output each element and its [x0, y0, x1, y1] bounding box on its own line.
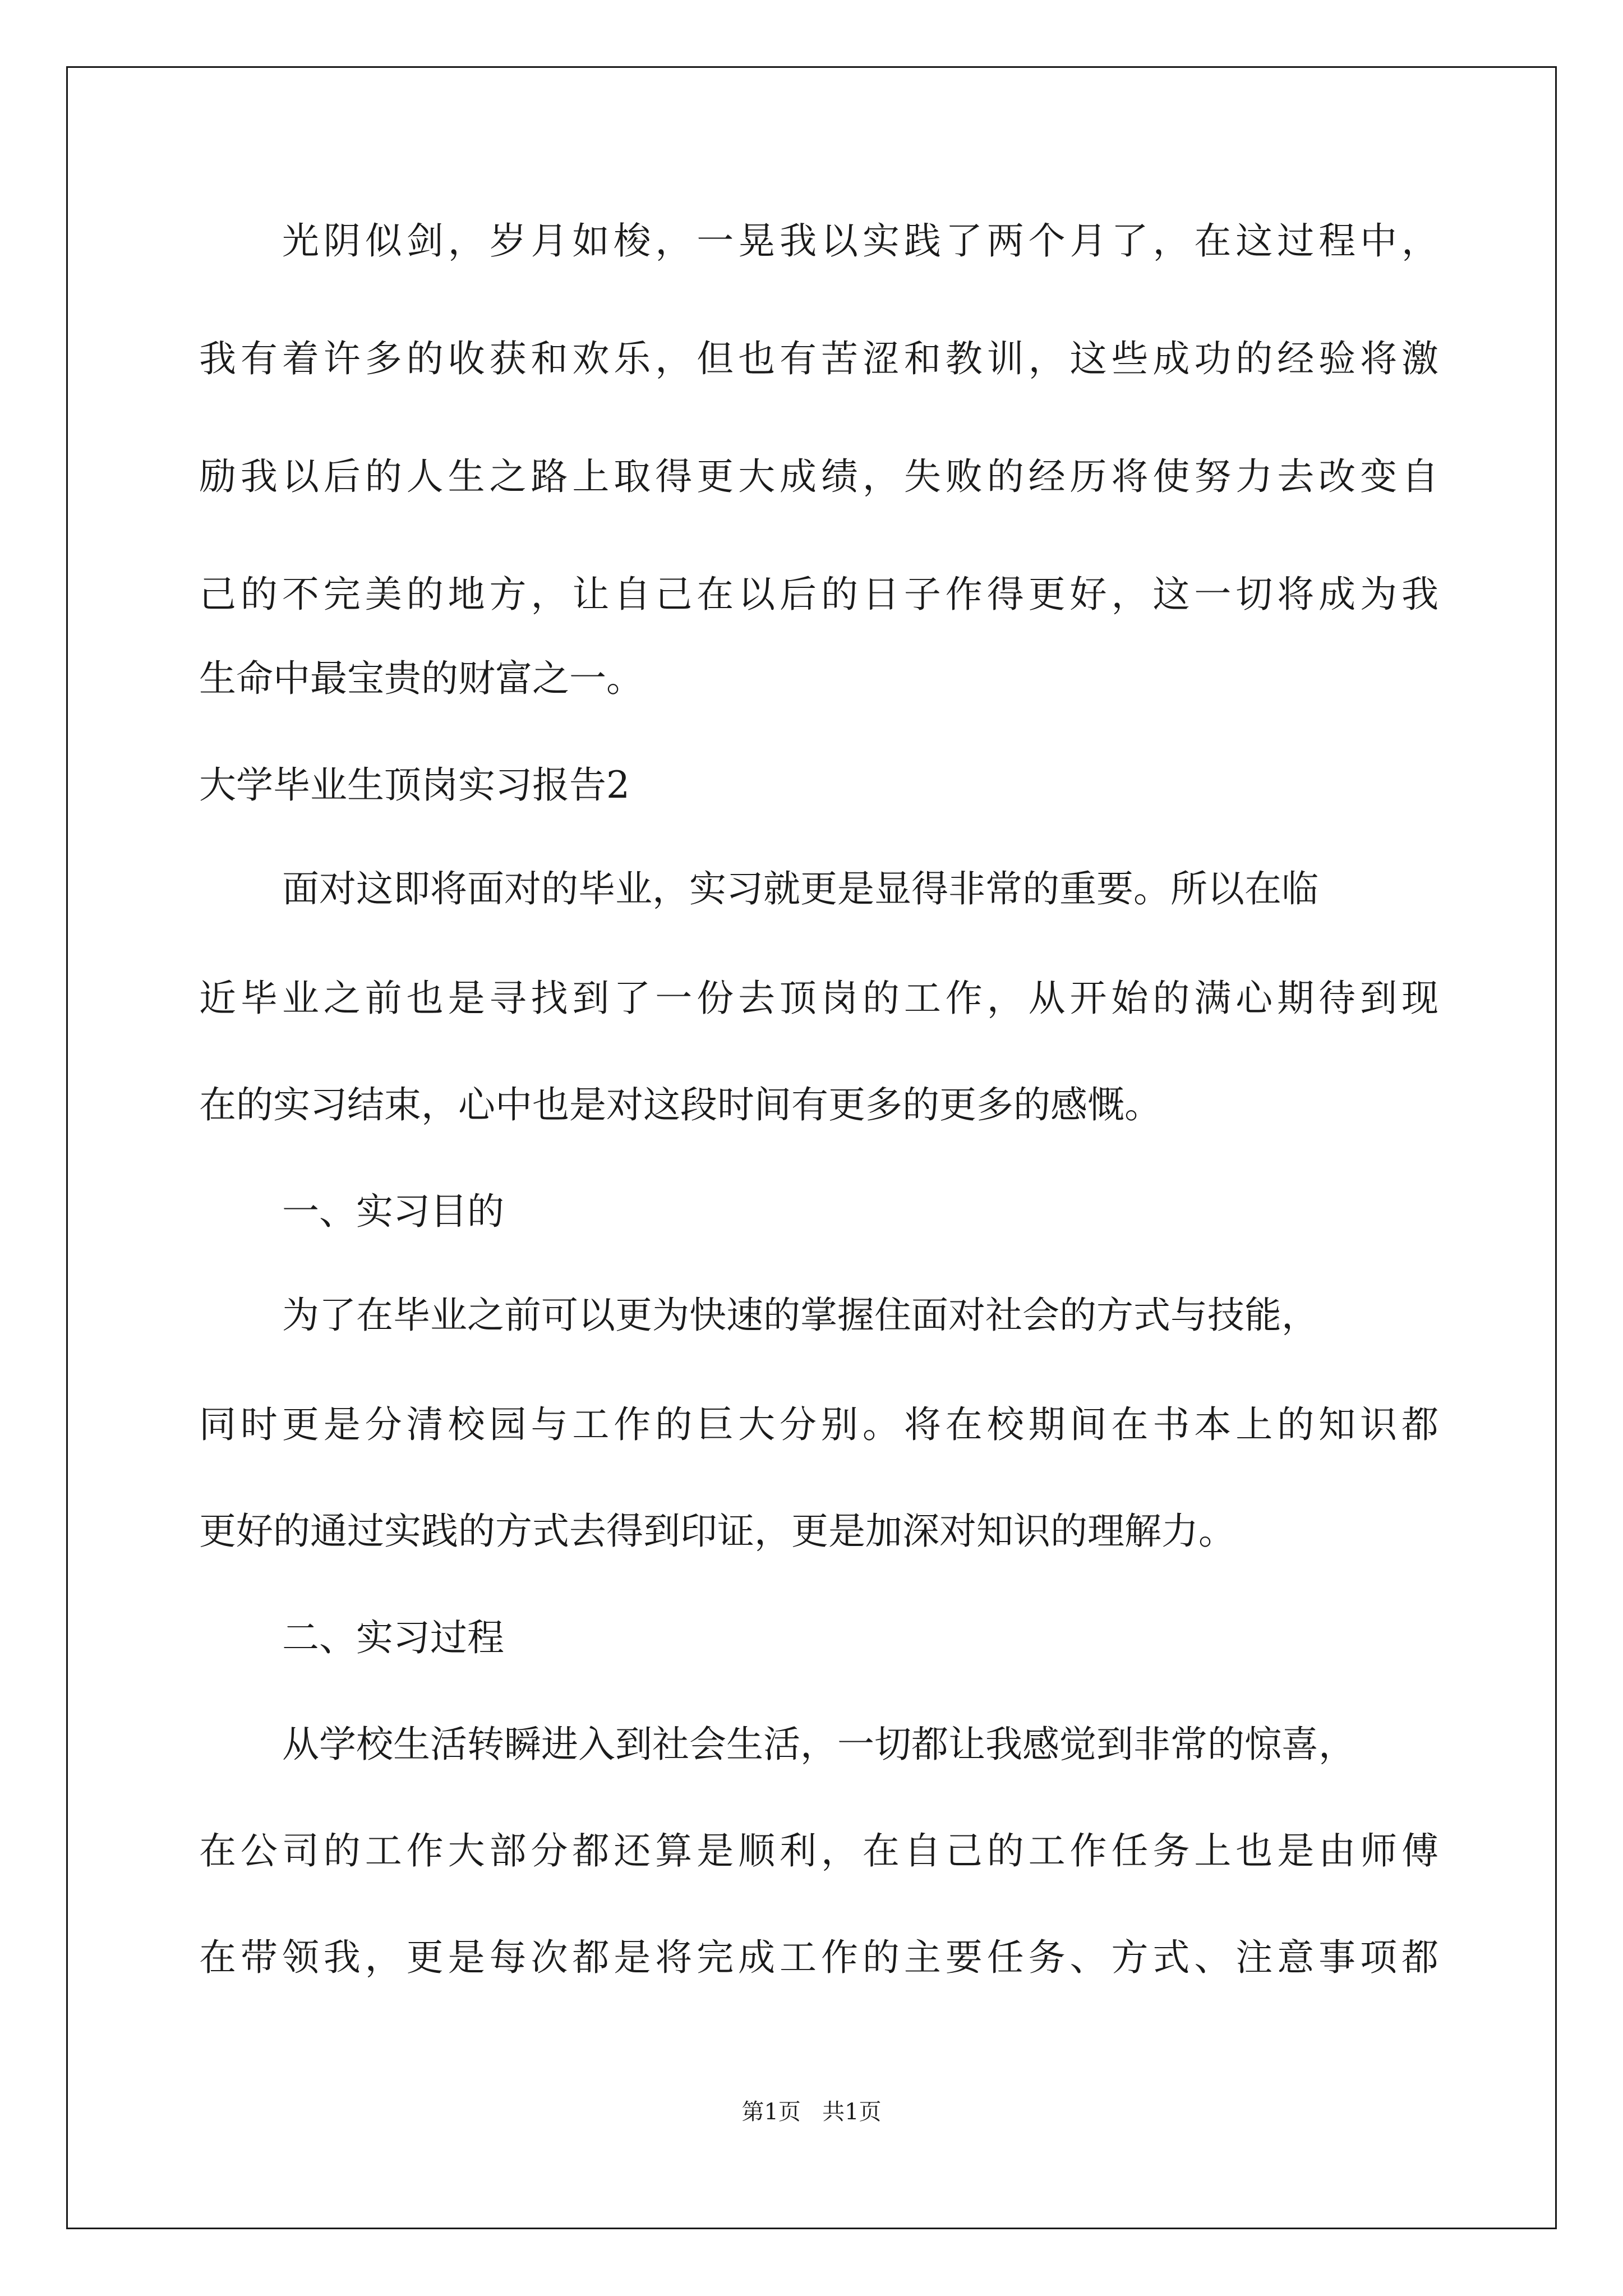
page-footer — [0, 2098, 1623, 2126]
page-number-total: 共1页 — [822, 2099, 882, 2125]
subheading: 一、实习目的 — [282, 1190, 504, 1233]
page-number-current: 第1页 — [741, 2099, 801, 2125]
paragraph-line: 更好的通过实践的方式去得到印证，更是加深对知识的理解力。 — [199, 1510, 1235, 1553]
paragraph-line: 在带领我，更是每次都是将完成工作的主要任务、方式、注意事项都 — [199, 1936, 1438, 1979]
section-title: 大学毕业生顶岗实习报告2 — [199, 763, 630, 807]
paragraph-line: 为了在毕业之前可以更为快速的掌握住面对社会的方式与技能， — [282, 1294, 1318, 1337]
paragraph-line: 光阴似剑，岁月如梭，一晃我以实践了两个月了，在这过程中， — [282, 219, 1438, 263]
paragraph-line: 我有着许多的收获和欢乐，但也有苦涩和教训，这些成功的经验将激 — [199, 337, 1438, 380]
paragraph-line: 近毕业之前也是寻找到了一份去顶岗的工作，从开始的满心期待到现 — [199, 977, 1438, 1020]
page-border — [66, 66, 1557, 2229]
paragraph-line: 生命中最宝贵的财富之一。 — [199, 657, 643, 700]
paragraph-line: 在公司的工作大部分都还算是顺利，在自己的工作任务上也是由师傅 — [199, 1829, 1438, 1872]
paragraph-line: 同时更是分清校园与工作的巨大分别。将在校期间在书本上的知识都 — [199, 1403, 1438, 1446]
paragraph-line: 在的实习结束，心中也是对这段时间有更多的更多的感慨。 — [199, 1083, 1161, 1126]
paragraph-line: 己的不完美的地方，让自己在以后的日子作得更好，这一切将成为我 — [199, 573, 1438, 616]
paragraph-line: 面对这即将面对的毕业，实习就更是显得非常的重要。所以在临 — [282, 867, 1318, 910]
footer-spacer — [801, 2099, 822, 2125]
subheading: 二、实习过程 — [282, 1616, 504, 1659]
paragraph-line: 励我以后的人生之路上取得更大成绩，失败的经历将使努力去改变自 — [199, 455, 1438, 498]
paragraph-line: 从学校生活转瞬进入到社会生活，一切都让我感觉到非常的惊喜， — [282, 1723, 1355, 1766]
